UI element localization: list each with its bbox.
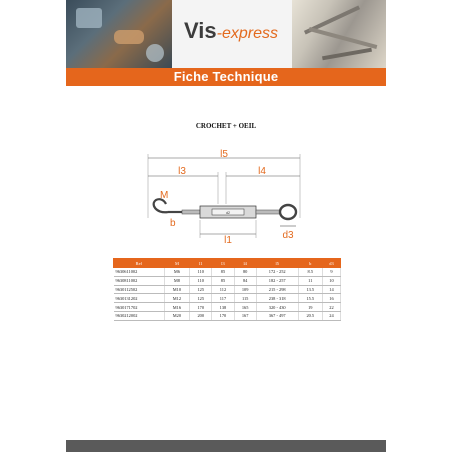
table-cell: 167 (234, 311, 256, 320)
table-header-row (114, 259, 341, 268)
col-header: d3 (322, 259, 340, 268)
logo-sub-text: -express (216, 25, 278, 42)
table-row (114, 268, 341, 277)
table-cell: 165 (234, 303, 256, 312)
table-cell: 15.5 (298, 294, 322, 303)
product-title: CROCHET + OEIL (195, 122, 257, 130)
table-cell: 20.5 (298, 311, 322, 320)
label-center: d2 (226, 211, 230, 215)
table-cell: M12 (164, 294, 189, 303)
table-cell: 10 (322, 276, 340, 285)
table-cell: 182 - 257 (256, 276, 298, 285)
table-cell: 13.5 (298, 285, 322, 294)
table-cell: 24 (322, 311, 340, 320)
label-b: b (170, 218, 176, 229)
table-cell: 125 (190, 285, 212, 294)
table-cell: 84 (234, 276, 256, 285)
table-cell: 16 (322, 294, 340, 303)
label-l5: l5 (220, 149, 228, 160)
label-l1: l1 (224, 235, 232, 246)
table-cell: 200 (190, 311, 212, 320)
page-title: Fiche Technique (66, 68, 386, 86)
table-cell: 11 (298, 276, 322, 285)
col-header: l3 (212, 259, 234, 268)
table-cell: 170 (212, 311, 234, 320)
spec-table-wrap (113, 258, 341, 321)
col-header: b (298, 259, 322, 268)
logo-main-text: Vis (184, 18, 217, 43)
table-cell: 172 - 252 (256, 268, 298, 277)
table-cell: 110 (190, 276, 212, 285)
table-cell: 238 - 318 (256, 294, 298, 303)
table-cell: 8.5 (298, 268, 322, 277)
label-d3: d3 (282, 230, 294, 241)
label-l3: l3 (178, 166, 186, 177)
table-cell: M16 (164, 303, 189, 312)
table-cell: 9 (322, 268, 340, 277)
tools-photo (66, 0, 172, 68)
turnbuckle-drawing (142, 148, 312, 248)
col-header: Ref (114, 259, 165, 268)
table-cell: 110 (190, 268, 212, 277)
table-cell: 9630811002 (114, 276, 165, 285)
table-cell: 9630611002 (114, 268, 165, 277)
table-cell: 9630131202 (114, 294, 165, 303)
table-cell: M20 (164, 311, 189, 320)
table-row (114, 311, 341, 320)
table-cell: 109 (234, 285, 256, 294)
table-cell: 215 - 298 (256, 285, 298, 294)
table-cell: 9630171702 (114, 303, 165, 312)
table-cell: M6 (164, 268, 189, 277)
col-header: l4 (234, 259, 256, 268)
table-row (114, 294, 341, 303)
table-row (114, 303, 341, 312)
table-cell: 9630212002 (114, 311, 165, 320)
table-cell: 19 (298, 303, 322, 312)
table-cell: 117 (212, 294, 234, 303)
table-cell: 320 - 430 (256, 303, 298, 312)
table-cell: 80 (234, 268, 256, 277)
label-M: M (160, 190, 169, 201)
table-cell: 138 (212, 303, 234, 312)
table-cell: 85 (212, 268, 234, 277)
table-cell: 22 (322, 303, 340, 312)
table-cell: M10 (164, 285, 189, 294)
header-banner (66, 0, 386, 68)
table-cell: 112 (212, 285, 234, 294)
label-l4: l4 (258, 166, 266, 177)
table-cell: 115 (234, 294, 256, 303)
spec-table (113, 258, 341, 321)
table-cell: 170 (190, 303, 212, 312)
col-header: l5 (256, 259, 298, 268)
col-header: M (164, 259, 189, 268)
table-cell: 367 - 497 (256, 311, 298, 320)
footer-bar (66, 440, 386, 452)
table-cell: 85 (212, 276, 234, 285)
table-cell: 14 (322, 285, 340, 294)
table-row (114, 285, 341, 294)
table-row (114, 276, 341, 285)
brand-logo (184, 18, 284, 48)
table-cell: 125 (190, 294, 212, 303)
table-cell: M8 (164, 276, 189, 285)
col-header: l1 (190, 259, 212, 268)
table-cell: 9630112502 (114, 285, 165, 294)
document-page (66, 0, 386, 452)
screws-photo (292, 0, 386, 68)
